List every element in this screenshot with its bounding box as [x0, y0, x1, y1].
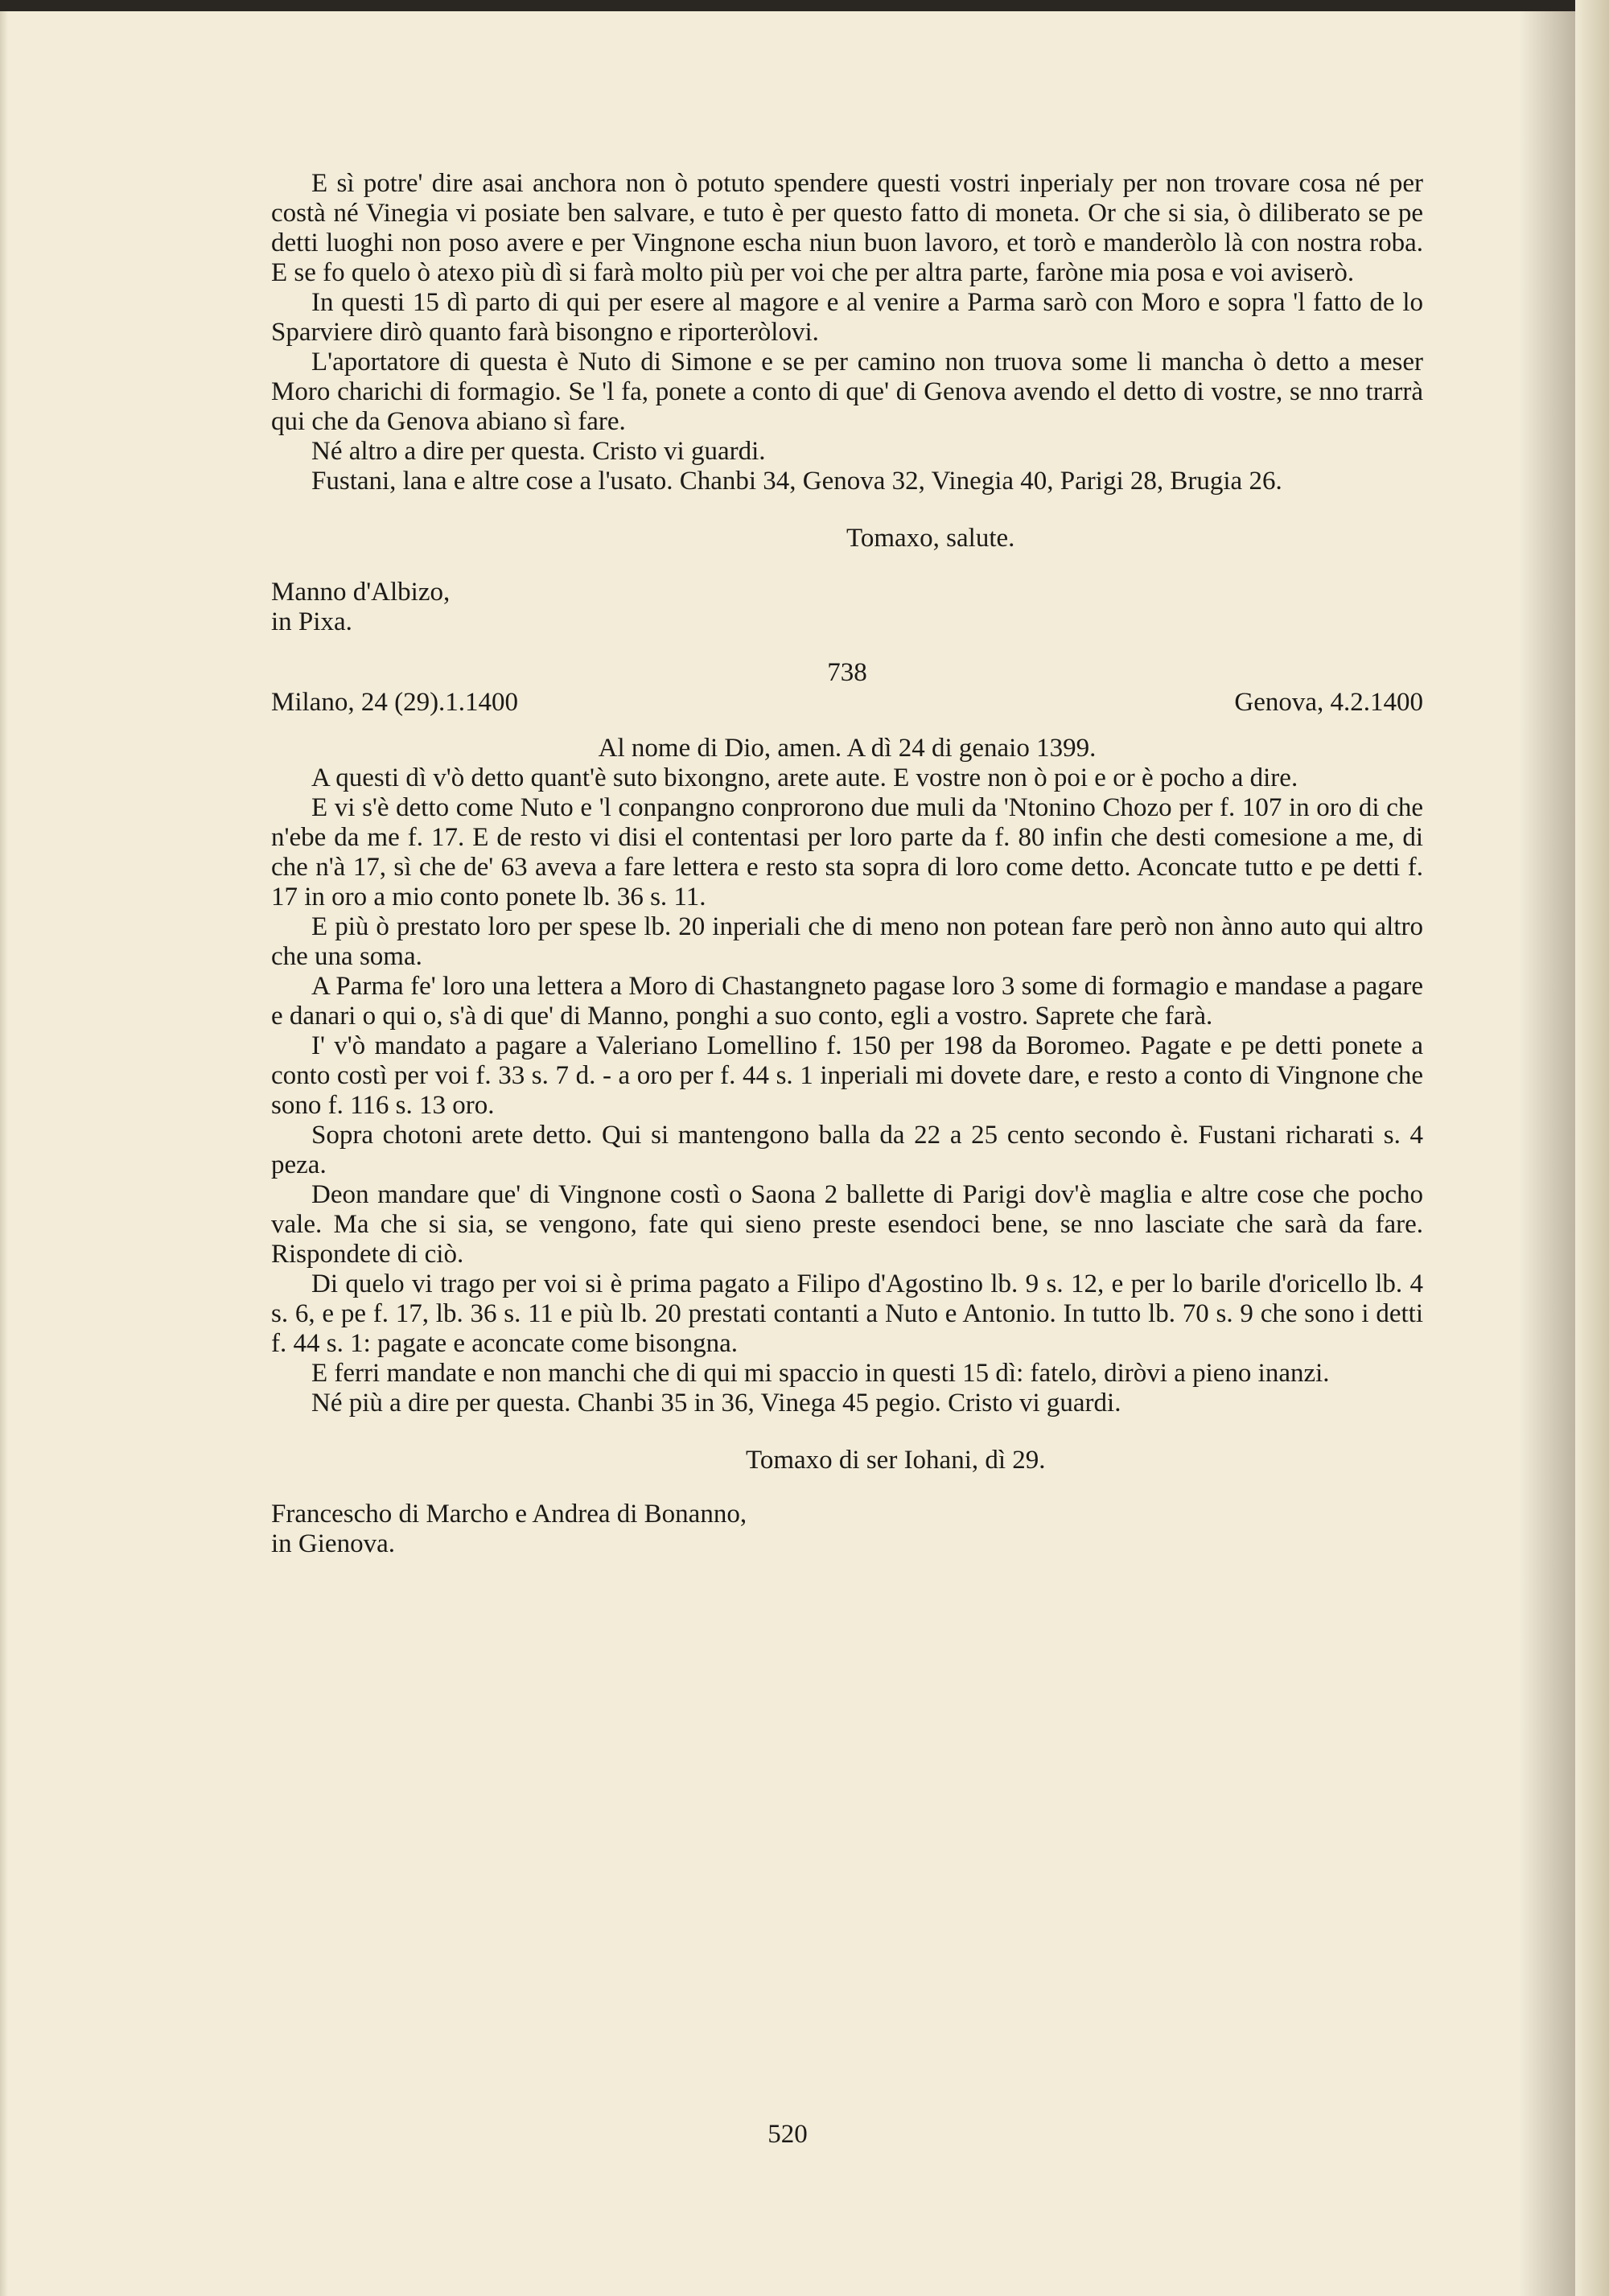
paragraph: Sopra chotoni arete detto. Qui si mantengono balla da 22 a 25 cento secondo è. Fustani richarati s. 4 peza.	[271, 1121, 1423, 1179]
place-date-received: Genova, 4.2.1400	[1234, 688, 1423, 717]
paragraph: E vi s'è detto come Nuto e 'l conpangno conprorono due muli da 'Ntonino Chozo per f. 107 in oro di che n'ebe da me f. 17. E de resto vi disi el contentasi per loro parte da f. 80 infin che desti comesione a me, di che n'à 17, sì che de' 63 aveva a fare lettera e resto sta sopra di loro come detto. Aconcate tutto e pe detti f. 17 in oro a mio conto ponete lb. 36 s. 11.	[271, 793, 1423, 911]
paragraph: Né più a dire per questa. Chanbi 35 in 36, Vinega 45 pegio. Cristo vi guardi.	[311, 1389, 1121, 1418]
letter-invocation: Al nome di Dio, amen. A dì 24 di genaio 1399.	[598, 734, 1097, 763]
previous-letter-signature: Tomaxo, salute.	[846, 524, 1015, 553]
paragraph: Deon mandare que' di Vingnone costì o Saona 2 ballette di Parigi dov'è maglia e altre cose che pocho vale. Ma che si sia, se vengono, fate qui sieno preste esendoci bene, se nno lasciate che sarà da fare. Rispondete di ciò.	[271, 1180, 1423, 1269]
place-date-sent: Milano, 24 (29).1.1400	[271, 688, 519, 717]
letter-address	[271, 1500, 1423, 1559]
letter-body	[271, 763, 1423, 1418]
address-line: in Pixa.	[271, 607, 352, 636]
previous-letter-body	[271, 169, 1423, 496]
address-line: Manno d'Albizo,	[271, 578, 451, 607]
paragraph: L'aportatore di questa è Nuto di Simone e se per camino non truova some li mancha ò detto a meser Moro charichi di formagio. Se 'l fa, ponete a conto di que' di Genova avendo el detto di vostre, se nno trarrà qui che da Genova abiano sì fare.	[271, 348, 1423, 436]
paragraph: Fustani, lana e altre cose a l'usato. Chanbi 34, Genova 32, Vinegia 40, Parigi 28, Brugia 26.	[311, 467, 1282, 496]
letter-dateline	[271, 688, 1423, 718]
page-gutter	[0, 11, 8, 2296]
paragraph: E sì potre' dire asai anchora non ò potuto spendere questi vostri inperialy per non trovare cosa né per costà né Vinegia vi posiate ben salvare, e tuto è per questo fatto di moneta. Or che si sia, ò diliberato se pe detti luoghi non poso avere e per Vingnone escha niun buon lavoro, et torò e manderòlo là con nostra roba. E se fo quelo ò atexo più dì si farà molto più per voi che per altra parte, faròne mia posa e voi aviserò.	[271, 169, 1423, 287]
paragraph: A questi dì v'ò detto quant'è suto bixongno, arete aute. E vostre non ò poi e or è pocho a dire.	[311, 763, 1298, 792]
paragraph: A Parma fe' loro una lettera a Moro di Chastangneto pagase loro 3 some di formagio e mandase a pagare e danari o qui o, s'à di que' di Manno, ponghi a suo conto, egli a vostro. Saprete che farà.	[271, 972, 1423, 1031]
paragraph: In questi 15 dì parto di qui per esere al magore e al venire a Parma sarò con Moro e sopra 'l fatto de lo Sparviere dirò quanto farà bisongno e riporteròlovi.	[271, 288, 1423, 347]
page-edge	[1575, 0, 1609, 2296]
paragraph: Né altro a dire per questa. Cristo vi guardi.	[311, 437, 766, 466]
letter-signature: Tomaxo di ser Iohani, dì 29.	[746, 1446, 1046, 1475]
page-text	[271, 169, 1423, 1559]
paragraph: I' v'ò mandato a pagare a Valeriano Lomellino f. 150 per 198 da Boromeo. Pagate e pe detti ponete a conto costì per voi f. 33 s. 7 d. - a oro per f. 44 s. 1 inperiali mi dovete dare, e resto a conto di Vingnone che sono f. 116 s. 13 oro.	[271, 1031, 1423, 1120]
previous-letter-address	[271, 578, 1423, 637]
address-line: in Gienova.	[271, 1529, 395, 1558]
letter-number: 738	[827, 658, 867, 687]
paragraph: Di quelo vi trago per voi si è prima pagato a Filipo d'Agostino lb. 9 s. 12, e per lo barile d'oricello lb. 4 s. 6, e pe f. 17, lb. 36 s. 11 e più lb. 20 prestati contanti a Nuto e Antonio. In tutto lb. 70 s. 9 che sono i detti f. 44 s. 1: pagate e aconcate come bisongna.	[271, 1269, 1423, 1358]
paragraph: E ferri mandate e non manchi che di qui mi spaccio in questi 15 dì: fatelo, diròvi a pieno inanzi.	[311, 1359, 1330, 1388]
page-number: 520	[767, 2120, 808, 2149]
paragraph: E più ò prestato loro per spese lb. 20 inperiali che di meno non potean fare però non ànno auto qui altro che una soma.	[271, 912, 1423, 971]
address-line: Francescho di Marcho e Andrea di Bonanno,	[271, 1500, 747, 1529]
